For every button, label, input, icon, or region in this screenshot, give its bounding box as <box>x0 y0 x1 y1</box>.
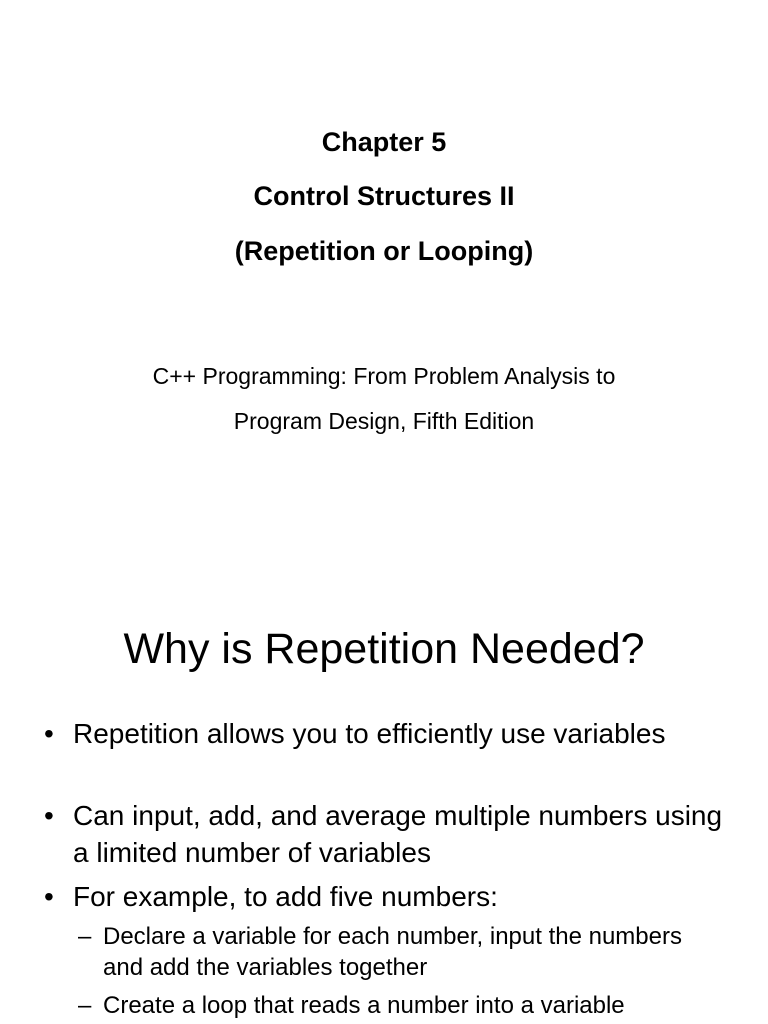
sub-bullet-marker: – <box>78 992 92 1019</box>
sub-bullet-item <box>78 921 728 983</box>
book-title-line-1: C++ Programming: From Problem Analysis to <box>152 363 616 389</box>
sub-bullet-text: Declare a variable for each number, input the numbers and add the variables together <box>103 923 682 981</box>
bullet-marker: • <box>44 881 54 912</box>
sub-bullet-marker: – <box>78 923 92 950</box>
chapter-heading: Chapter 5 <box>321 127 447 157</box>
bullet-item <box>44 797 724 871</box>
bullet-item <box>44 715 724 752</box>
chapter-title: Control Structures II <box>253 181 515 211</box>
book-title-line-2: Program Design, Fifth Edition <box>233 408 535 434</box>
content-slide <box>0 580 768 1024</box>
bullet-item <box>44 878 724 915</box>
bullet-text: Can input, add, and average multiple numbers using a limited number of variables <box>73 800 723 868</box>
bullet-list <box>0 580 768 1024</box>
slide-title: Why is Repetition Needed? <box>123 625 645 673</box>
sub-bullet-text: Create a loop that reads a number into a variable <box>103 992 625 1019</box>
sub-bullet-item <box>78 990 728 1021</box>
bullet-text: Repetition allows you to efficiently use variables <box>73 718 666 749</box>
bullet-text: For example, to add five numbers: <box>73 881 498 912</box>
chapter-subtitle: (Repetition or Looping) <box>234 236 534 266</box>
bullet-marker: • <box>44 800 54 831</box>
bullet-marker: • <box>44 718 54 749</box>
